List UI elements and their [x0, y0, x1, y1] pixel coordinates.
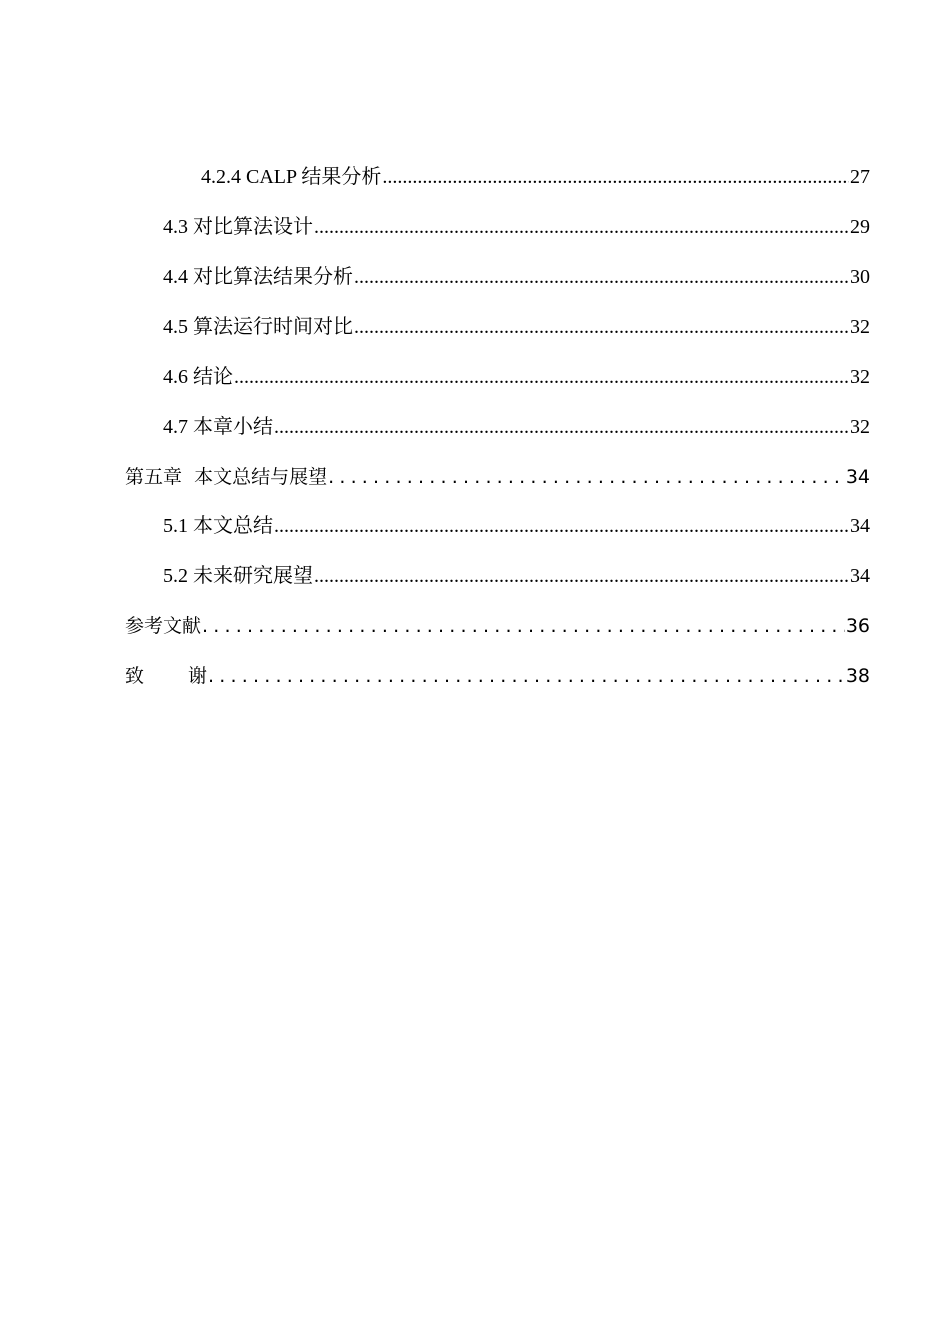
toc-entry-title: 5.1 本文总结: [163, 515, 273, 537]
toc-entry-5-1[interactable]: [163, 511, 870, 541]
toc-entry-title: 参考文献: [125, 615, 202, 637]
toc-entry-title: 4.3 对比算法设计: [163, 216, 313, 238]
toc-entry-page: 32: [850, 366, 870, 388]
toc-entry-page: 29: [850, 216, 870, 238]
toc-entry-page: 36: [845, 615, 870, 637]
toc-entry-page: 34: [850, 515, 870, 537]
dot-leader: [274, 511, 849, 541]
dot-leader: [354, 312, 849, 342]
toc-entry-4-6[interactable]: [163, 362, 870, 392]
toc-entry-title: 4.4 对比算法结果分析: [163, 266, 353, 288]
toc-entry-4-7[interactable]: [163, 412, 870, 442]
toc-entry-references[interactable]: [125, 611, 870, 641]
toc-entry-chapter-5[interactable]: [125, 462, 870, 492]
dot-leader: [234, 362, 849, 392]
dot-leader: [354, 262, 849, 292]
acknowledgements-char-1: 致: [125, 665, 145, 687]
toc-entry-page: 32: [850, 316, 870, 338]
acknowledgements-char-2: 谢: [188, 665, 208, 687]
toc-entry-title: 4.6 结论: [163, 366, 233, 388]
dot-leader: [202, 611, 845, 641]
dot-leader: [328, 462, 845, 492]
toc-entry-title: 4.7 本章小结: [163, 416, 273, 438]
toc-entry-4-2-4[interactable]: [201, 162, 870, 192]
toc-entry-4-3[interactable]: [163, 212, 870, 242]
dot-leader: [314, 212, 849, 242]
toc-entry-title: 4.5 算法运行时间对比: [163, 316, 353, 338]
toc-entry-page: 34: [850, 565, 870, 587]
toc-entry-4-5[interactable]: [163, 312, 870, 342]
toc-entry-title: 第五章 本文总结与展望: [125, 466, 328, 488]
dot-leader: [314, 561, 849, 591]
toc-entry-page: 32: [850, 416, 870, 438]
toc-entry-page: 34: [845, 466, 870, 488]
toc-entry-title: 5.2 未来研究展望: [163, 565, 313, 587]
toc-entry-title: [125, 661, 207, 691]
toc-entry-5-2[interactable]: [163, 561, 870, 591]
toc-entry-page: 38: [845, 665, 870, 687]
toc-entry-acknowledgements[interactable]: [125, 661, 870, 691]
toc-entry-4-4[interactable]: [163, 262, 870, 292]
dot-leader: [274, 412, 849, 442]
toc-entry-title: 4.2.4 CALP 结果分析: [201, 166, 382, 188]
dot-leader: [382, 162, 849, 192]
toc-entry-page: 30: [850, 266, 870, 288]
dot-leader: [208, 661, 845, 691]
toc-entry-page: 27: [850, 166, 870, 188]
